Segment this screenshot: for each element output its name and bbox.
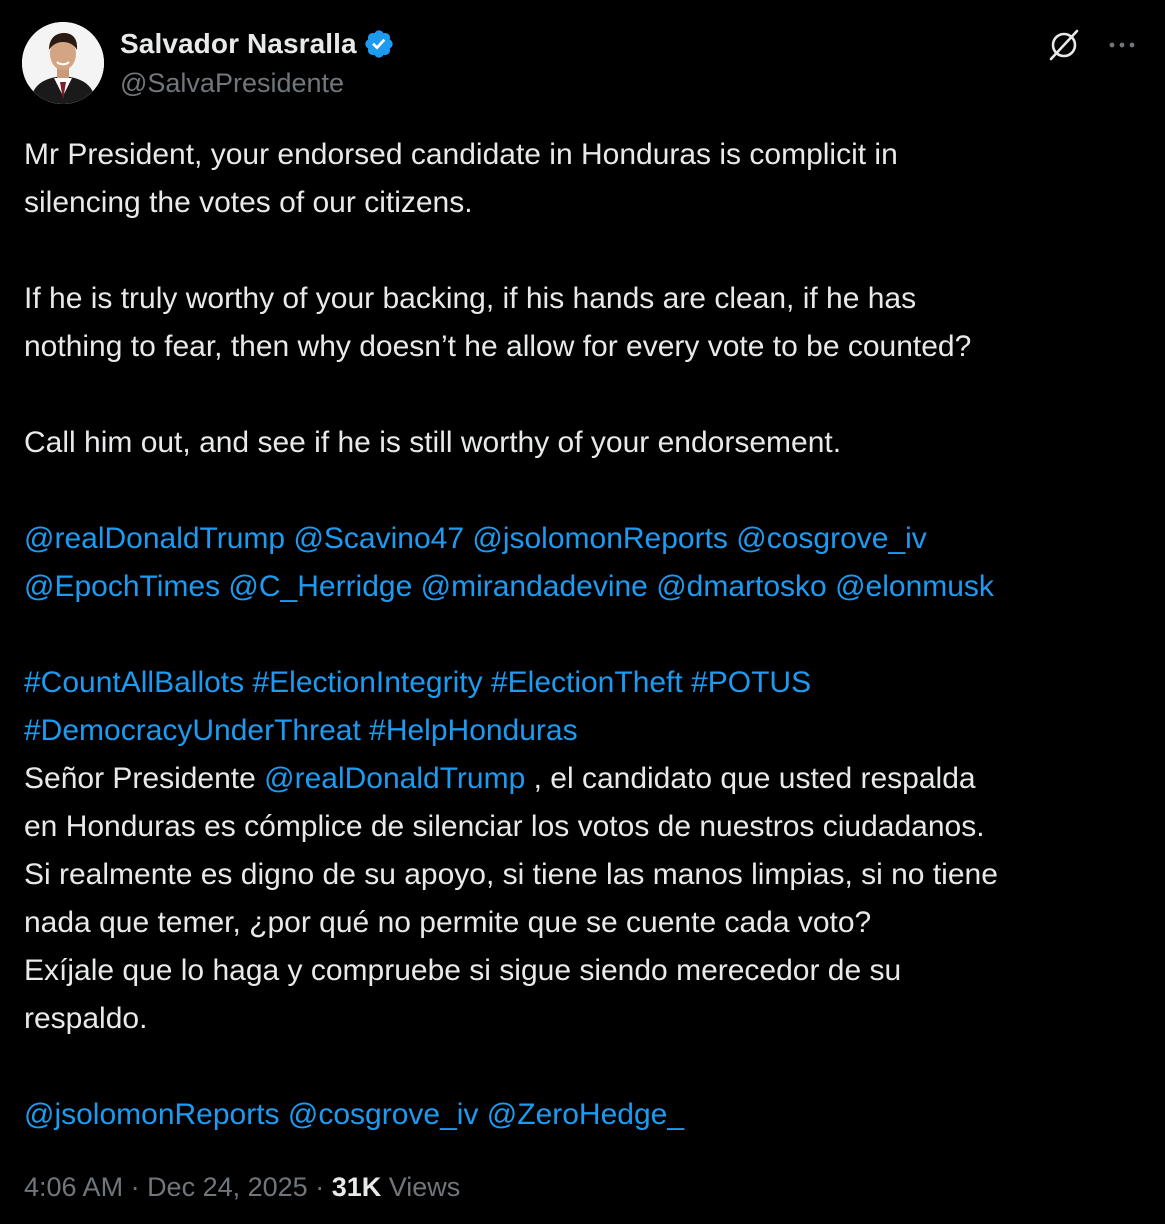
mention-link[interactable]: @elonmusk bbox=[835, 570, 994, 603]
text-line: en Honduras es cómplice de silenciar los votos de nuestros ciudadanos. bbox=[24, 810, 985, 843]
meta-separator: · bbox=[123, 1172, 148, 1202]
mention-link[interactable]: @jsolomonReports bbox=[24, 1098, 280, 1131]
tweet-text bbox=[24, 131, 1149, 1139]
hashtags-line bbox=[24, 659, 1149, 707]
text-line: If he is truly worthy of your backing, if his hands are clean, if he has bbox=[24, 282, 917, 315]
author-handle[interactable]: @SalvaPresidente bbox=[120, 68, 345, 98]
text-line: nothing to fear, then why doesn’t he allow for every vote to be counted? bbox=[24, 330, 972, 363]
tweet-header bbox=[22, 22, 1143, 106]
text-segment: Señor Presidente bbox=[24, 762, 265, 795]
tweet-meta bbox=[24, 1172, 460, 1203]
mention-link[interactable]: @jsolomonReports bbox=[472, 522, 728, 555]
verified-badge-icon bbox=[363, 28, 395, 60]
meta-separator: · bbox=[307, 1172, 332, 1202]
hashtag-link[interactable]: #ElectionTheft bbox=[490, 666, 683, 699]
hashtag-link[interactable]: #HelpHonduras bbox=[369, 714, 578, 747]
mention-link[interactable]: @EpochTimes bbox=[24, 570, 221, 603]
mentions-line bbox=[24, 1091, 1149, 1139]
tweet-date[interactable]: Dec 24, 2025 bbox=[147, 1172, 308, 1202]
author-block bbox=[120, 26, 395, 99]
hashtag-link[interactable]: #ElectionIntegrity bbox=[252, 666, 483, 699]
text-line bbox=[24, 755, 1149, 803]
text-line: nada que temer, ¿por qué no permite que se cuente cada voto? bbox=[24, 906, 872, 939]
mention-link[interactable]: @cosgrove_iv bbox=[736, 522, 927, 555]
hashtags-line bbox=[24, 707, 1149, 755]
mention-link[interactable]: @dmartosko bbox=[656, 570, 827, 603]
mentions-line bbox=[24, 515, 1149, 563]
more-options-icon[interactable] bbox=[1105, 28, 1139, 62]
mention-link[interactable]: @mirandadevine bbox=[420, 570, 648, 603]
mentions-line bbox=[24, 563, 1149, 611]
mention-link[interactable]: @Scavino47 bbox=[293, 522, 465, 555]
text-line: Call him out, and see if he is still worthy of your endorsement. bbox=[24, 426, 842, 459]
views-label: Views bbox=[381, 1172, 461, 1202]
text-line: respaldo. bbox=[24, 1002, 148, 1035]
hashtag-link[interactable]: #POTUS bbox=[691, 666, 812, 699]
mention-link[interactable]: @cosgrove_iv bbox=[287, 1098, 479, 1131]
text-line: Exíjale que lo haga y compruebe si sigue siendo merecedor de su bbox=[24, 954, 902, 987]
mention-link[interactable]: @realDonaldTrump bbox=[264, 762, 526, 795]
text-segment: , el candidato que usted respalda bbox=[525, 762, 976, 795]
tweet-time[interactable]: 4:06 AM bbox=[24, 1172, 124, 1202]
text-line: Si realmente es digno de su apoyo, si tiene las manos limpias, si no tiene bbox=[24, 858, 998, 891]
hashtag-link[interactable]: #CountAllBallots bbox=[24, 666, 245, 699]
display-name[interactable]: Salvador Nasralla bbox=[120, 28, 357, 59]
mention-link[interactable]: @realDonaldTrump bbox=[24, 522, 286, 555]
views-count[interactable]: 31K bbox=[331, 1172, 382, 1202]
mention-link[interactable]: @C_Herridge bbox=[228, 570, 413, 603]
hashtag-link[interactable]: #DemocracyUnderThreat bbox=[24, 714, 361, 747]
text-line: Mr President, your endorsed candidate in Honduras is complicit in bbox=[24, 138, 898, 171]
grok-icon[interactable] bbox=[1047, 28, 1081, 62]
mention-link[interactable]: @ZeroHedge_ bbox=[486, 1098, 685, 1131]
avatar[interactable] bbox=[22, 22, 104, 104]
text-line: silencing the votes of our citizens. bbox=[24, 186, 473, 219]
